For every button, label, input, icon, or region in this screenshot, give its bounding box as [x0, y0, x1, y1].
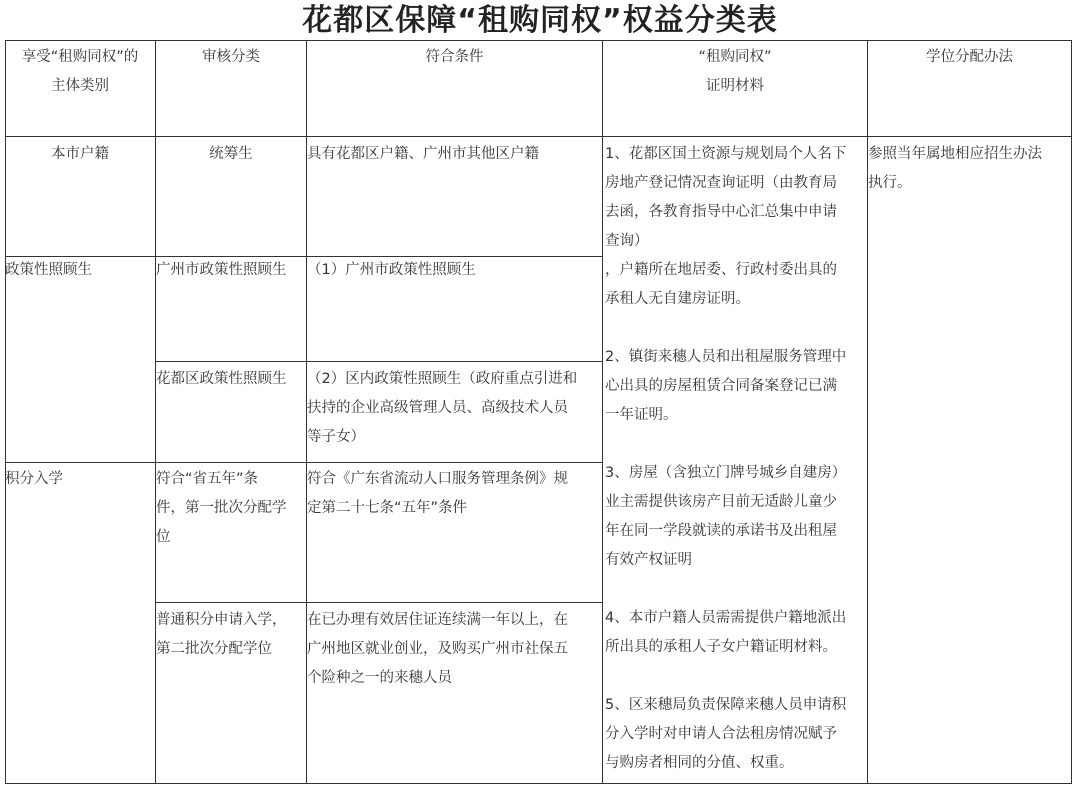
- row-divider-policy: [5, 462, 603, 463]
- row-divider-policy-sub: [156, 361, 603, 362]
- condition-five-year: 符合《广东省流动人口服务管理条例》规 定第二十七条“五年”条件: [307, 471, 568, 516]
- header-allocation-method: 学位分配办法: [926, 49, 1013, 65]
- review-huadu-policy-care: 花都区政策性照顾生: [156, 371, 287, 387]
- table-border-right: [1071, 40, 1072, 784]
- col-divider-3: [602, 40, 603, 784]
- category-local-household: 本市户籍: [51, 146, 109, 162]
- category-points-admission: 积分入学: [5, 471, 63, 487]
- header-divider: [5, 136, 1072, 137]
- header-conditions: 符合条件: [425, 49, 484, 65]
- condition-guangzhou-policy-care: （1）广州市政策性照顾生: [307, 262, 476, 278]
- table-border-top: [5, 40, 1072, 41]
- review-guangzhou-policy-care: 广州市政策性照顾生: [156, 262, 287, 278]
- proof-materials-list: 1、花都区国土资源与规划局个人名下 房地产登记情况查询证明（由教育局 去函，各教育指导中心汇总集中申请 查询） ，户籍所在地居委、行政村委出具的 承租人无自建房证明。 2、镇街来穗人员和出租屋服务管理中 心出具的房屋租赁合同备案登记已满 一年证明。 3、房屋（含独立门牌号城乡自建房） 业主需提供该房产目前无适龄儿童少 年在同一学段就读的承诺书及出租屋 有效产权证明 4、本市户籍人员需需提供户籍地派出 所出具的承租人子女户籍证明材料。 5、区来穗局负责保障来穗人员申请积 分入学时对申请人合法租房情况赋予 与购房者相同的分值、权重。: [605, 146, 847, 771]
- header-review-category: 审核分类: [202, 49, 260, 65]
- page-title: 花都区保障“租购同权”权益分类表: [302, 3, 778, 38]
- category-policy-care: 政策性照顾生: [5, 262, 92, 278]
- condition-ordinary-points: 在已办理有效居住证连续满一年以上，在 广州地区就业创业，及购买广州市社保五 个险种之一的来穗人员: [307, 612, 568, 686]
- table-border-bottom: [5, 783, 1072, 784]
- condition-district-policy-care: （2）区内政策性照顾生（政府重点引进和 扶持的企业高级管理人员、高级技术人员 等子女）: [307, 371, 578, 445]
- header-subject-category: 享受“租购同权”的 主体类别: [21, 49, 139, 94]
- review-overall-student: 统筹生: [209, 146, 253, 162]
- rights-table: [5, 40, 1072, 784]
- condition-local-household: 具有花都区户籍、广州市其他区户籍: [307, 146, 539, 162]
- allocation-method-text: 参照当年属地相应招生办法 执行。: [868, 146, 1042, 191]
- review-ordinary-points-second-batch: 普通积分申请入学， 第二批次分配学位: [156, 612, 287, 657]
- review-five-year-first-batch: 符合“省五年”条 件，第一批次分配学 位: [156, 471, 287, 545]
- header-proof-materials: “租购同权” 证明材料: [698, 49, 772, 94]
- row-divider-points-sub: [156, 602, 603, 603]
